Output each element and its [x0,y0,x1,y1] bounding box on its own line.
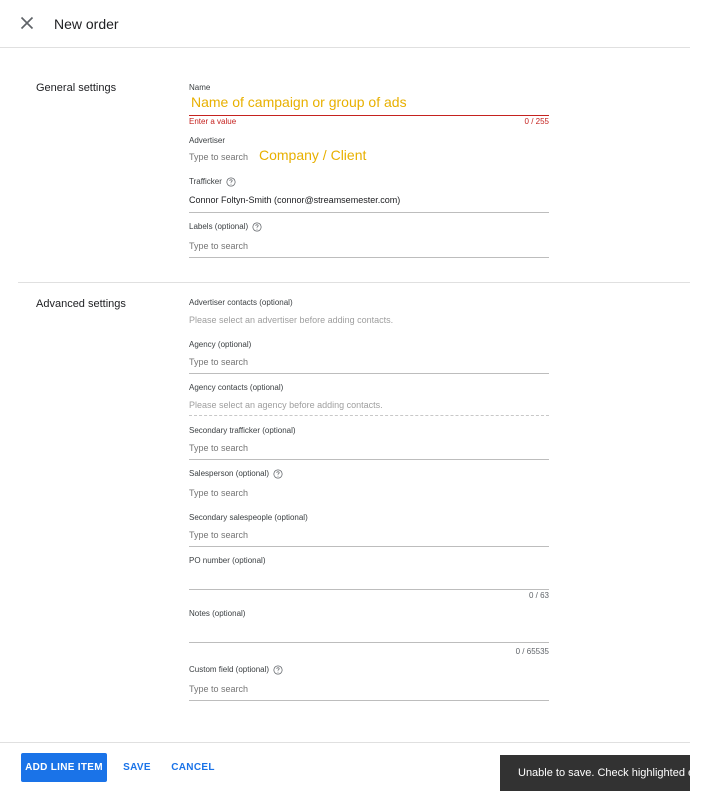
custom-field-underline [189,700,549,701]
section-title-general: General settings [36,82,117,94]
add-line-item-button[interactable]: ADD LINE ITEM [21,753,107,782]
agency-underline [189,373,549,374]
notes-field[interactable] [189,609,549,657]
name-error: Enter a value [189,117,237,126]
trafficker-input[interactable]: Connor Foltyn-Smith (connor@streamsemester.com) [189,195,401,205]
po-number-field[interactable] [189,556,549,602]
name-field[interactable] [189,83,549,127]
advertiser-contacts-hint: Please select an advertiser before adding contacts. [189,315,394,325]
labels-label: Labels (optional) [189,222,249,231]
trafficker-underline [189,212,549,213]
trafficker-field[interactable] [189,177,549,213]
agency-field[interactable] [189,340,549,374]
advertiser-contacts-field[interactable] [189,298,549,328]
secondary-trafficker-field[interactable] [189,426,549,460]
agency-contacts-field[interactable] [189,383,549,417]
secondary-trafficker-input[interactable]: Type to search [189,443,249,453]
labels-field[interactable] [189,222,549,258]
custom-field-label: Custom field (optional) [189,665,270,674]
dialog-header [0,0,690,48]
notes-counter: 0 / 65535 [515,647,549,656]
section-title-advanced: Advanced settings [36,298,126,310]
advertiser-label: Advertiser [189,136,226,145]
error-snackbar: Unable to save. Check highlighted errors. [500,755,690,791]
secondary-trafficker-label: Secondary trafficker (optional) [189,426,296,435]
secondary-salespeople-input[interactable]: Type to search [189,530,249,540]
po-number-counter: 0 / 63 [528,591,549,600]
save-button[interactable]: SAVE [118,753,156,782]
advertiser-input[interactable]: Type to search [189,152,249,162]
secondary-trafficker-underline [189,459,549,460]
help-icon[interactable] [226,177,236,187]
help-icon[interactable] [252,222,262,232]
name-annotation: Name of campaign or group of ads [191,94,407,110]
page-title: New order [54,16,119,32]
section-divider [18,282,690,283]
agency-contacts-hint: Please select an agency before adding contacts. [189,400,383,410]
agency-contacts-label: Agency contacts (optional) [189,383,284,392]
name-label: Name [189,83,211,92]
salesperson-label: Salesperson (optional) [189,469,270,478]
secondary-salespeople-label: Secondary salespeople (optional) [189,513,308,522]
trafficker-label: Trafficker [189,177,222,186]
agency-contacts-underline [189,415,549,416]
po-number-label: PO number (optional) [189,556,266,565]
notes-underline [189,642,549,643]
custom-field[interactable] [189,665,549,701]
secondary-salespeople-field[interactable] [189,513,549,547]
salesperson-field[interactable] [189,469,549,503]
dialog-footer [0,742,720,790]
secondary-salespeople-underline [189,546,549,547]
help-icon[interactable] [273,665,283,675]
agency-label: Agency (optional) [189,340,252,349]
cancel-button[interactable]: CANCEL [168,753,218,782]
po-number-underline [189,589,549,590]
agency-input[interactable]: Type to search [189,357,249,367]
name-underline [189,115,549,116]
close-icon[interactable] [16,12,38,34]
help-icon[interactable] [273,469,283,479]
advertiser-annotation: Company / Client [259,147,367,163]
advertiser-contacts-label: Advertiser contacts (optional) [189,298,293,307]
labels-underline [189,257,549,258]
labels-input[interactable]: Type to search [189,241,249,251]
custom-field-input[interactable]: Type to search [189,684,249,694]
name-counter: 0 / 255 [524,117,549,126]
notes-label: Notes (optional) [189,609,246,618]
salesperson-input[interactable]: Type to search [189,488,249,498]
advertiser-field[interactable] [189,136,549,172]
